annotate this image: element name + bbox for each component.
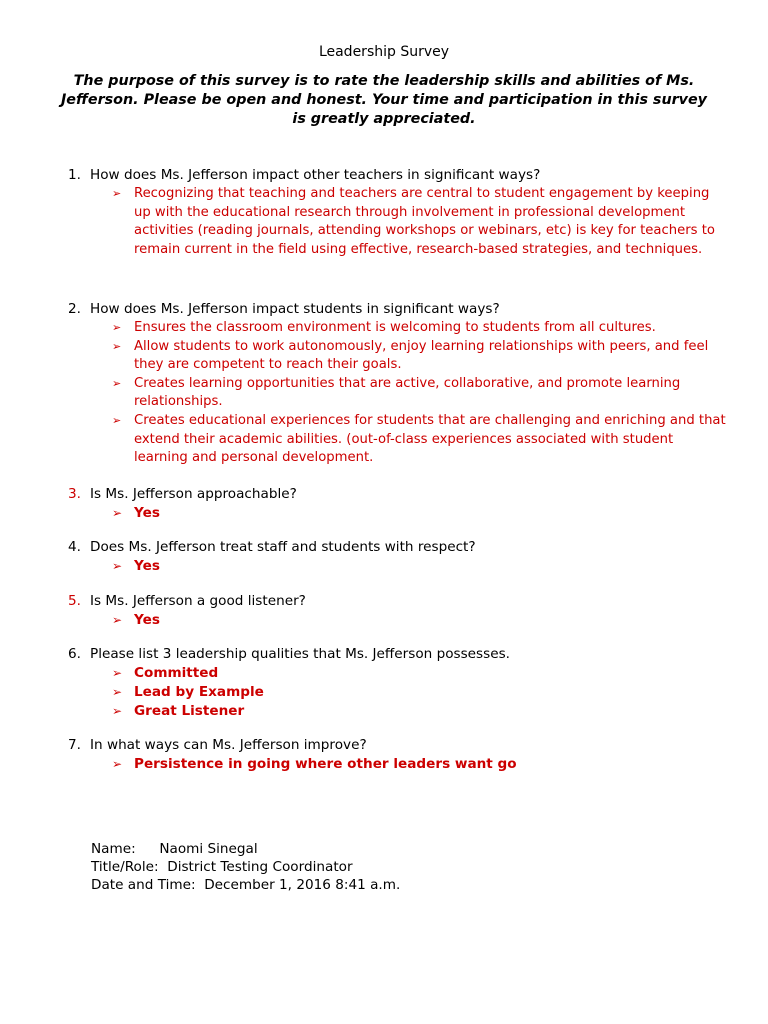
answer-item: [112, 185, 728, 259]
answer-item: [112, 702, 728, 721]
answer-item: [112, 375, 728, 412]
question-text: Does Ms. Jefferson treat staff and students with respect?: [90, 539, 476, 555]
arrow-bullet-icon: ➢: [112, 339, 122, 353]
question-text: How does Ms. Jefferson impact students in significant ways?: [90, 301, 500, 317]
question-block-5: [68, 592, 728, 630]
question-text: In what ways can Ms. Jefferson improve?: [90, 737, 367, 753]
answer-item: [112, 319, 728, 338]
answer-text: Great Listener: [134, 703, 245, 719]
question-block-6: [68, 645, 728, 721]
respondent-name: Naomi Sinegal: [159, 841, 258, 857]
arrow-bullet-icon: ➢: [112, 187, 122, 200]
question-number: 5.: [68, 593, 81, 609]
answer-item: [112, 557, 728, 576]
answer-text: Creates learning opportunities that are active, collaborative, and promote learning relationships.: [134, 375, 681, 410]
arrow-bullet-icon: ➢: [112, 613, 123, 627]
question-block-4: [68, 538, 728, 576]
question-block-2: [68, 300, 728, 468]
question-text: Is Ms. Jefferson a good listener?: [90, 593, 306, 609]
arrow-bullet-icon: ➢: [112, 559, 123, 573]
question-number: 7.: [68, 737, 81, 753]
datetime-label: Date and Time:: [91, 877, 200, 893]
question-text: Please list 3 leadership qualities that Ms. Jefferson possesses.: [90, 646, 510, 662]
answer-item: [112, 755, 728, 774]
answer-text: Lead by Example: [134, 684, 264, 700]
respondent-role: District Testing Coordinator: [167, 859, 353, 875]
arrow-bullet-icon: ➢: [112, 376, 122, 390]
respondent-name-row: [91, 840, 400, 858]
answer-item: [112, 664, 728, 683]
question-text: Is Ms. Jefferson approachable?: [90, 486, 297, 502]
answer-item: [112, 412, 728, 468]
question-block-1: [68, 166, 728, 259]
respondent-info: [91, 840, 400, 894]
question-number: 2.: [68, 301, 81, 317]
question-number: 3.: [68, 486, 81, 502]
answer-text: Allow students to work autonomously, enjoy learning relationships with peers, and feel they are competent to reach their goals.: [134, 338, 709, 373]
arrow-bullet-icon: ➢: [112, 413, 122, 427]
answer-list: [68, 755, 728, 774]
answer-item: [112, 338, 728, 375]
answer-list: [68, 504, 728, 523]
survey-title: Leadership Survey: [318, 44, 450, 60]
question-number: 4.: [68, 539, 81, 555]
arrow-bullet-icon: ➢: [112, 685, 123, 699]
question-number: 1.: [68, 167, 81, 183]
answer-list: [68, 557, 728, 576]
answer-item: [112, 683, 728, 702]
name-label: Name:: [91, 841, 141, 857]
question-text: How does Ms. Jefferson impact other teachers in significant ways?: [90, 167, 541, 183]
answer-text: Yes: [134, 505, 160, 521]
question-number: 6.: [68, 646, 81, 662]
answer-text: Committed: [134, 665, 219, 681]
arrow-bullet-icon: ➢: [112, 506, 123, 520]
answer-list: [68, 611, 728, 630]
arrow-bullet-icon: ➢: [112, 666, 123, 680]
arrow-bullet-icon: ➢: [112, 321, 122, 334]
answer-text: Recognizing that teaching and teachers are central to student engagement by keeping up with the educational research through involvement in professional development activities (reading journals, attending workshops or webinars, etc) is key for teachers to remain current in the field using effective, research-based strategies, and techniques.: [134, 186, 715, 257]
answer-text: Yes: [134, 558, 160, 574]
respondent-datetime-row: [91, 876, 400, 894]
role-label: Title/Role:: [91, 859, 163, 875]
answer-item: [112, 504, 728, 523]
arrow-bullet-icon: ➢: [112, 704, 123, 718]
respondent-role-row: [91, 858, 400, 876]
answer-list: [68, 319, 728, 468]
question-block-3: [68, 485, 728, 523]
answer-text: Persistence in going where other leaders want go: [134, 756, 517, 772]
answer-list: [68, 664, 728, 721]
answer-list: [68, 185, 728, 259]
answer-text: Yes: [134, 612, 160, 628]
arrow-bullet-icon: ➢: [112, 757, 123, 771]
question-block-7: [68, 736, 728, 774]
answer-text: Creates educational experiences for students that are challenging and enriching and that extend their academic abilities. (out-of-class experiences associated with student learning and personal development.: [134, 412, 726, 466]
answer-text: Ensures the classroom environment is welcoming to students from all cultures.: [134, 320, 656, 335]
respondent-datetime: December 1, 2016 8:41 a.m.: [204, 877, 401, 893]
answer-item: [112, 611, 728, 630]
survey-intro: The purpose of this survey is to rate the leadership skills and abilities of Ms. Jefferson. Please be open and honest. Your time and participation in this survey is greatly appreciated.: [60, 73, 708, 127]
